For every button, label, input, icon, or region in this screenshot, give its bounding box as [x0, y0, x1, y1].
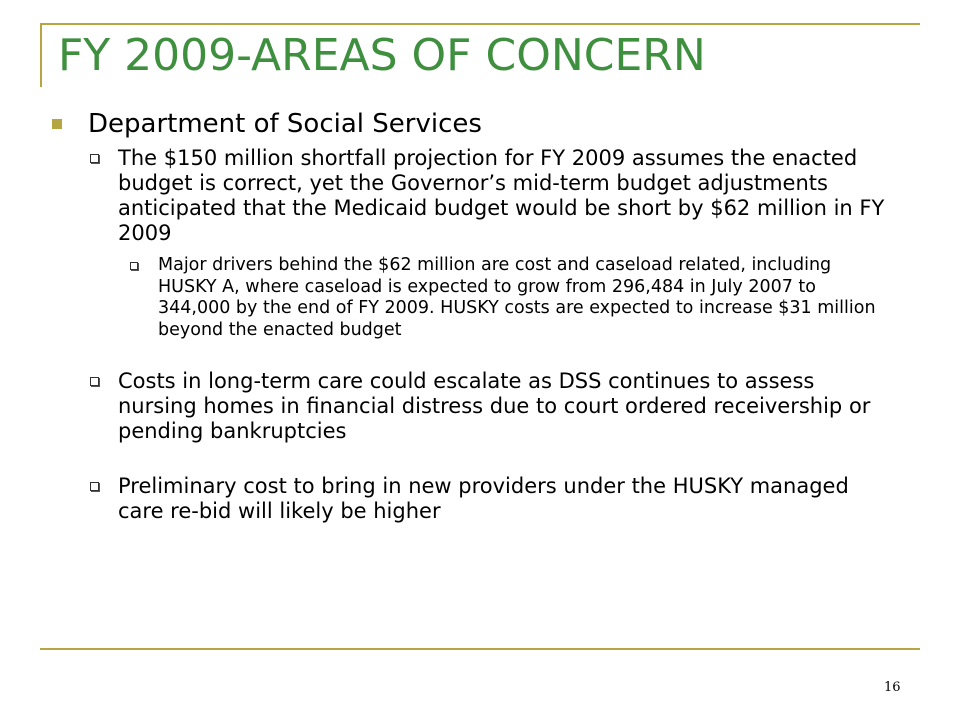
frame-left-line [40, 23, 42, 87]
bullet-department-text: Department of Social Services [88, 109, 482, 139]
page-number: 16 [884, 680, 901, 695]
sub-sub-bullet-drivers-text: Major drivers behind the $62 million are cost and caseload related, including HUSKY A, where caseload is expected to grow from 296,484 in July 2007 to 344,000 by the end of FY 2009. HUSKY costs are expected to increase $31 million beyond the enacted budget [158, 255, 876, 340]
hollow-square-bullet-icon [90, 377, 99, 386]
sub-sub-bullet-drivers [158, 255, 878, 341]
sub-bullet-long-term-care [118, 369, 888, 444]
hollow-square-bullet-icon [90, 154, 99, 163]
sub-bullet-preliminary-cost [118, 474, 888, 524]
hollow-square-bullet-icon [130, 262, 138, 270]
sub-bullet-long-term-care-text: Costs in long-term care could escalate as DSS continues to assess nursing homes in financial distress due to court ordered receivership or pending bankruptcies [118, 369, 871, 443]
slide-content [48, 104, 908, 524]
sub-bullet-preliminary-cost-text: Preliminary cost to bring in new providers under the HUSKY managed care re-bid will likely be higher [118, 474, 849, 523]
bullet-department [48, 104, 908, 144]
frame-bottom-line [40, 648, 920, 650]
hollow-square-bullet-icon [90, 482, 99, 491]
slide-title: FY 2009-AREAS OF CONCERN [58, 30, 706, 81]
sub-bullet-shortfall-text: The $150 million shortfall projection for FY 2009 assumes the enacted budget is correct, yet the Governor’s mid-term budget adjustments anticipated that the Medicaid budget would be short by $62 million in FY 2009 [118, 146, 885, 245]
sub-bullet-shortfall [118, 146, 888, 246]
square-bullet-icon [52, 119, 62, 129]
